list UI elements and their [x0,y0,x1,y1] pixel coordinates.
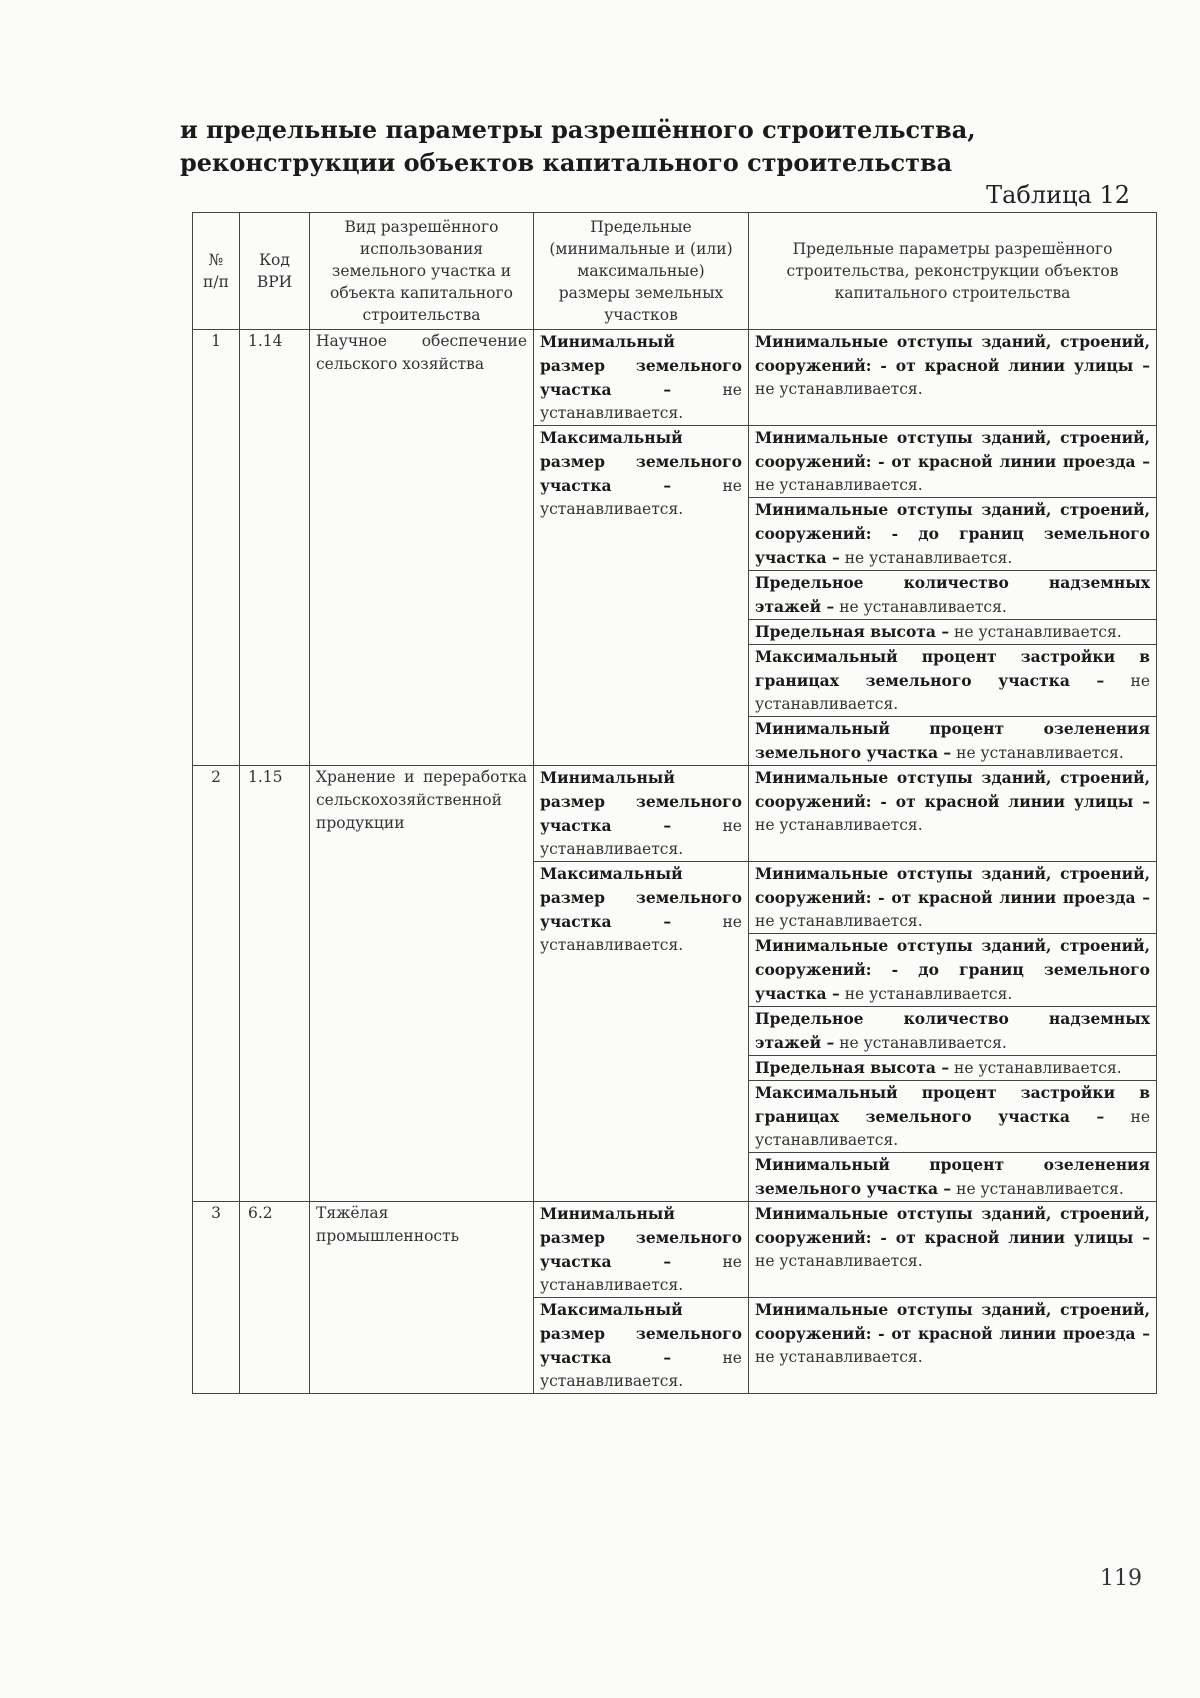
build-parameter-value: не устанавливается. [839,1034,1007,1052]
plot-min-size-label: Минимальный размер земельного участка – [540,332,742,399]
vri-code: 1.15 [240,766,310,1202]
table-body [193,330,1157,1394]
build-parameter-value: не устанавливается. [839,598,1007,616]
build-parameter-label: Предельное количество надземных этажей – [755,573,1150,616]
header-num: № п/п [193,213,240,330]
header-code: Код ВРИ [240,213,310,330]
build-parameter-label: Минимальные отступы зданий, строений, сооружений: - до границ земельного участка – [755,500,1150,567]
build-parameter-value: не устанавливается. [755,912,923,930]
header-build-params: Предельные параметры разрешённого строительства, реконструкции объектов капитального строительства [749,213,1157,330]
build-parameter-value: не устанавливается. [755,380,923,398]
plot-max-size [534,426,749,766]
build-parameter-value: не устанавливается. [755,672,1150,713]
build-parameter-label: Минимальные отступы зданий, строений, сооружений: - от красной линии улицы – [755,768,1150,811]
build-parameter [749,571,1157,620]
row-number: 1 [193,330,240,766]
table-header-row [193,213,1157,330]
page-heading: и предельные параметры разрешённого строительства, реконструкции объектов капитального строительства [180,115,976,177]
build-parameter-value: не устанавливается. [755,1252,923,1270]
row-number: 3 [193,1202,240,1394]
plot-max-size-label: Максимальный размер земельного участка – [540,864,742,931]
plot-min-size-value: не устанавливается. [540,1253,742,1294]
build-parameter-label: Минимальные отступы зданий, строений, сооружений: - от красной линии проезда – [755,1300,1150,1343]
vri-code: 1.14 [240,330,310,766]
build-parameter-value: не устанавливается. [954,1059,1122,1077]
build-parameter-value: не устанавливается. [755,476,923,494]
plot-max-size-value: не устанавливается. [540,913,742,954]
row-number: 2 [193,766,240,1202]
vri-code: 6.2 [240,1202,310,1394]
header-plot-size: Предельные (минимальные и (или) максимальные) размеры земельных участков [534,213,749,330]
build-parameter-label: Минимальные отступы зданий, строений, сооружений: - от красной линии улицы – [755,1204,1150,1247]
regulations-table [192,212,1157,1394]
build-parameter-label: Минимальный процент озеленения земельного участка – [755,719,1150,762]
table-caption: Таблица 12 [986,181,1130,209]
build-parameter-value: не устанавливается. [954,623,1122,641]
build-parameter-value: не устанавливается. [755,1348,923,1366]
build-parameter-label: Предельная высота – [755,622,950,641]
table-row [193,1202,1157,1298]
plot-max-size [534,1298,749,1394]
build-parameter [749,1298,1157,1394]
build-parameter-value: не устанавливается. [956,744,1124,762]
build-parameter [749,1007,1157,1056]
use-type: Хранение и переработка сельскохозяйственной продукции [310,766,534,1202]
plot-max-size-label: Максимальный размер земельного участка – [540,1300,742,1367]
plot-min-size-label: Минимальный размер земельного участка – [540,1204,742,1271]
plot-min-size [534,330,749,426]
use-type: Научное обеспечение сельского хозяйства [310,330,534,766]
build-parameter-label: Минимальные отступы зданий, строений, сооружений: - от красной линии проезда – [755,428,1150,471]
build-parameter [749,1153,1157,1202]
build-parameter-label: Предельное количество надземных этажей – [755,1009,1150,1052]
build-parameter [749,645,1157,717]
plot-min-size [534,766,749,862]
build-parameter-value: не устанавливается. [844,549,1013,567]
build-parameter-label: Максимальный процент застройки в границах земельного участка – [755,647,1150,690]
table-row [193,330,1157,426]
table-row [193,766,1157,862]
plot-max-size-label: Максимальный размер земельного участка – [540,428,742,495]
build-parameter-label: Минимальный процент озеленения земельного участка – [755,1155,1150,1198]
header-use-type: Вид разрешённого использования земельного участка и объекта капитального строительства [310,213,534,330]
build-parameter [749,717,1157,766]
plot-min-size-value: не устанавливается. [540,381,742,422]
build-parameter [749,620,1157,645]
build-parameter [749,330,1157,426]
build-parameter-label: Максимальный процент застройки в границах земельного участка – [755,1083,1150,1126]
plot-max-size-value: не устанавливается. [540,477,742,518]
plot-min-size-label: Минимальный размер земельного участка – [540,768,742,835]
build-parameter [749,498,1157,571]
plot-min-size [534,1202,749,1298]
build-parameter-label: Минимальные отступы зданий, строений, сооружений: - до границ земельного участка – [755,936,1150,1003]
build-parameter-value: не устанавливается. [956,1180,1124,1198]
page-number: 119 [1100,1566,1142,1591]
build-parameter-label: Минимальные отступы зданий, строений, сооружений: - от красной линии улицы – [755,332,1150,375]
build-parameter [749,1081,1157,1153]
build-parameter [749,862,1157,934]
plot-min-size-value: не устанавливается. [540,817,742,858]
build-parameter [749,426,1157,498]
build-parameter-value: не устанавливается. [755,816,923,834]
build-parameter [749,934,1157,1007]
build-parameter-label: Минимальные отступы зданий, строений, сооружений: - от красной линии проезда – [755,864,1150,907]
build-parameter [749,1056,1157,1081]
build-parameter-label: Предельная высота – [755,1058,950,1077]
use-type: Тяжёлая промышленность [310,1202,534,1394]
build-parameter-value: не устанавливается. [844,985,1013,1003]
build-parameter [749,766,1157,862]
build-parameter-value: не устанавливается. [755,1108,1150,1149]
plot-max-size [534,862,749,1202]
plot-max-size-value: не устанавливается. [540,1349,742,1390]
build-parameter [749,1202,1157,1298]
